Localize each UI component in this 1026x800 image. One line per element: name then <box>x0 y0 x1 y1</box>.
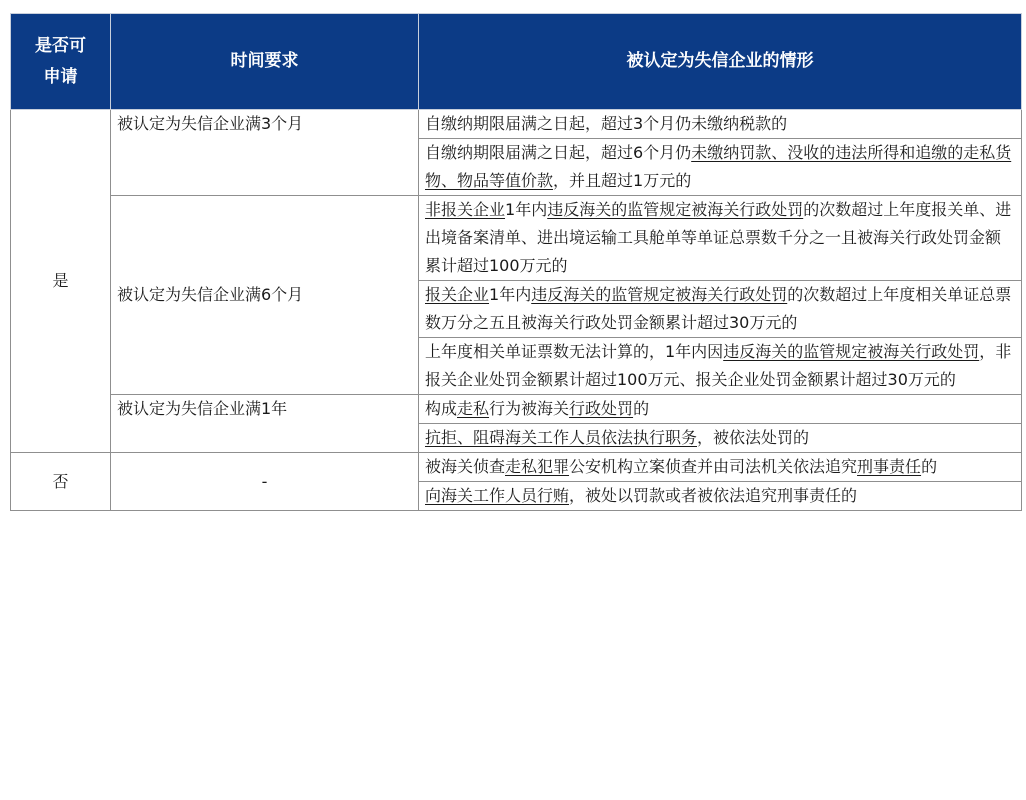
text-segment: ，被处以罚款或者被依法追究刑事责任的 <box>569 486 858 505</box>
text-segment: 1年内 <box>489 285 532 304</box>
underlined-term: 刑事责任 <box>857 457 922 476</box>
text-segment: 的次数超过上年度相关单证总票数万分之五且被海关行政处罚金额累计超过30万元的 <box>425 285 1012 332</box>
period-6-months: 被认定为失信企业满6个月 <box>111 196 419 395</box>
text-segment: 1年内 <box>505 200 548 219</box>
text-segment: ，并且超过1万元的 <box>553 171 692 190</box>
text-segment: 被海关侦查 <box>425 457 506 476</box>
text-segment: 的 <box>633 399 650 418</box>
header-situation: 被认定为失信企业的情形 <box>419 14 1022 110</box>
text-segment: 上年度相关单证票数无法计算的，1年内因 <box>425 342 724 361</box>
situation-cell <box>419 453 1022 482</box>
header-applicable: 是否可申请 <box>11 14 111 110</box>
credit-table <box>10 13 1022 511</box>
situation-cell <box>419 424 1022 453</box>
underlined-term: 违反海关的监管规定被海关行政处罚 <box>723 342 980 361</box>
situation-cell <box>419 196 1022 281</box>
table-row <box>11 453 1022 482</box>
text-segment: ，被依法处罚的 <box>697 428 810 447</box>
header-row <box>11 14 1022 110</box>
situation-cell <box>419 482 1022 511</box>
applicable-yes: 是 <box>11 110 111 453</box>
underlined-term: 行政处罚 <box>569 399 634 418</box>
underlined-term: 未缴纳罚款、没收的违法所得和追缴的走私货物、物品等值价款 <box>425 143 1012 190</box>
underlined-term: 报关企业 <box>425 285 490 304</box>
table-row <box>11 196 1022 281</box>
period-1-year: 被认定为失信企业满1年 <box>111 395 419 453</box>
situation-cell <box>419 139 1022 196</box>
text-segment: 自缴纳期限届满之日起，超过3个月仍未缴纳税款的 <box>425 114 788 133</box>
text-segment: 自缴纳期限届满之日起，超过6个月仍 <box>425 143 692 162</box>
text-segment: 构成 <box>425 399 458 418</box>
text-segment: ，非报关企业处罚金额累计超过100万元、报关企业处罚金额累计超过30万元的 <box>425 342 1012 389</box>
underlined-term: 走私犯罪 <box>505 457 570 476</box>
underlined-term: 违反海关的监管规定被海关行政处罚 <box>547 200 804 219</box>
underlined-term: 走私 <box>457 399 490 418</box>
period-3-months: 被认定为失信企业满3个月 <box>111 110 419 196</box>
text-segment: 的次数超过上年度报关单、进出境备案清单、进出境运输工具舱单等单证总票数千分之一且被海关行政处罚金额累计超过100万元的 <box>425 200 1012 275</box>
underlined-term: 抗拒、阻碍海关工作人员依法执行职务 <box>425 428 698 447</box>
applicable-no: 否 <box>11 453 111 511</box>
period-none: - <box>111 453 419 511</box>
text-segment: 行为被海关 <box>489 399 570 418</box>
underlined-term: 向海关工作人员行贿 <box>425 486 570 505</box>
underlined-term: 违反海关的监管规定被海关行政处罚 <box>531 285 788 304</box>
situation-cell <box>419 395 1022 424</box>
header-time-requirement: 时间要求 <box>111 14 419 110</box>
situation-cell <box>419 338 1022 395</box>
underlined-term: 非报关企业 <box>425 200 506 219</box>
table-row <box>11 110 1022 139</box>
text-segment: 公安机构立案侦查并由司法机关依法追究 <box>569 457 858 476</box>
text-segment: 的 <box>921 457 938 476</box>
situation-cell <box>419 110 1022 139</box>
situation-cell <box>419 281 1022 338</box>
table-row <box>11 395 1022 424</box>
